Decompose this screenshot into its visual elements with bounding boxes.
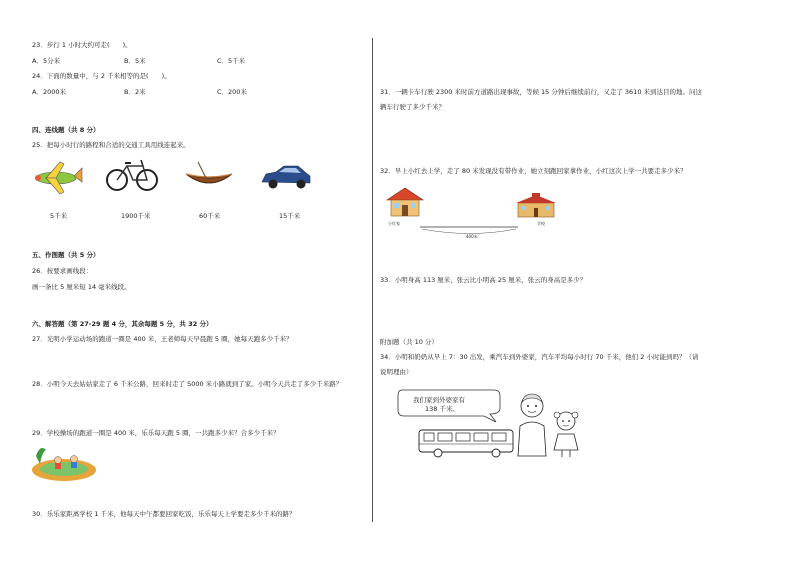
canoe-icon [184, 160, 234, 190]
car-icon [260, 164, 312, 190]
section-5-title: 五、作图题（共 5 分） [32, 251, 100, 259]
q23-option-b: B．5米 [124, 57, 146, 65]
q25-stem: 25．把每小时行的路程和合适的交通工具用线连起来。 [32, 141, 190, 149]
q23-option-c: C．5千米 [217, 57, 246, 65]
q31-stem-line1: 31．一辆卡车行驶 2300 米时前方道路出现事故，等候 15 分钟后继续前行，又走了 3610 米到达目的地。问这 [380, 88, 703, 96]
q24-option-b: B．2米 [124, 88, 146, 96]
airplane-icon [30, 160, 82, 196]
house-icon [385, 188, 425, 216]
distance-label-2: 1900千米 [121, 212, 151, 220]
q23-stem: 23．步行 1 小时大约可走( )。 [32, 41, 132, 49]
q30-stem: 30．乐乐家距离学校 1 千米，他每天中午都要回家吃饭，乐乐每天上学要走多少千米的路？ [32, 510, 296, 518]
q24-stem: 24．下面的数量中，与 2 千米相等的是( )。 [32, 72, 171, 80]
distance-label-4: 15千米 [279, 212, 301, 220]
school-label: 学校 [537, 221, 545, 226]
q34-stem-line2: 说明理由） [380, 368, 413, 376]
column-divider [372, 38, 373, 522]
q23-option-a: A．5分米 [32, 57, 61, 65]
q26-instruction: 画一条比 5 厘米短 14 毫米线段。 [32, 283, 131, 291]
bus-icon [418, 428, 514, 458]
q27-stem: 27．光明小学运动场的跑道一圈是 400 米，王老师每天早晨跑 5 圈，她每天跑多少千米？ [32, 335, 293, 343]
home-label: 小红家 [388, 221, 400, 226]
q24-option-c: C．200米 [217, 88, 247, 96]
running-kids-illustration [30, 442, 100, 484]
q34-stem-line1: 34．小明和奶奶从早上 7：30 出发，乘汽车到外婆家，汽车平均每小时行 70 千米，他们 2 小时能到吗？（请 [380, 353, 699, 361]
distance-label-3: 60千米 [199, 212, 221, 220]
grandma-icon [514, 392, 550, 458]
bicycle-icon [105, 158, 159, 192]
q24-option-a: A．2000米 [32, 88, 66, 96]
q32-stem: 32．早上小红去上学，走了 80 米发现没有带作业，她立刻跑回家拿作业，小红这次上学一共要走多少米？ [380, 167, 687, 175]
section-6-title: 六、解答题（第 27-29 题 4 分，其余每题 5 分，共 32 分） [32, 320, 213, 328]
distance-label-1: 5千米 [50, 212, 68, 220]
q28-stem: 28．小明今天去姑姑家走了 6 千米公路，回来时走了 5000 米小路就到了家。小明今天共走了多少千米路？ [32, 380, 343, 388]
girl-icon [552, 410, 580, 458]
q31-stem-line2: 辆车行驶了多少千米？ [380, 103, 445, 111]
distance-label: 400米 [466, 234, 478, 239]
bubble-text-line2: 138 千米。 [425, 405, 459, 413]
q33-stem: 33．小明身高 113 厘米，张云比小明高 25 厘米，张云的身高是多少？ [380, 276, 587, 284]
q29-stem: 29．学校操场的跑道一圈是 400 米，乐乐每天跑 5 圈，一共跑多少米？合多少千米？ [32, 429, 280, 437]
school-icon [516, 193, 556, 217]
section-4-title: 四、连线题（共 8 分） [32, 126, 100, 134]
bubble-text-line1: 我们家到外婆家有 [413, 396, 465, 404]
bonus-title: 附加题（共 10 分） [380, 338, 438, 346]
q26-stem: 26．按要求画线段： [32, 267, 93, 275]
